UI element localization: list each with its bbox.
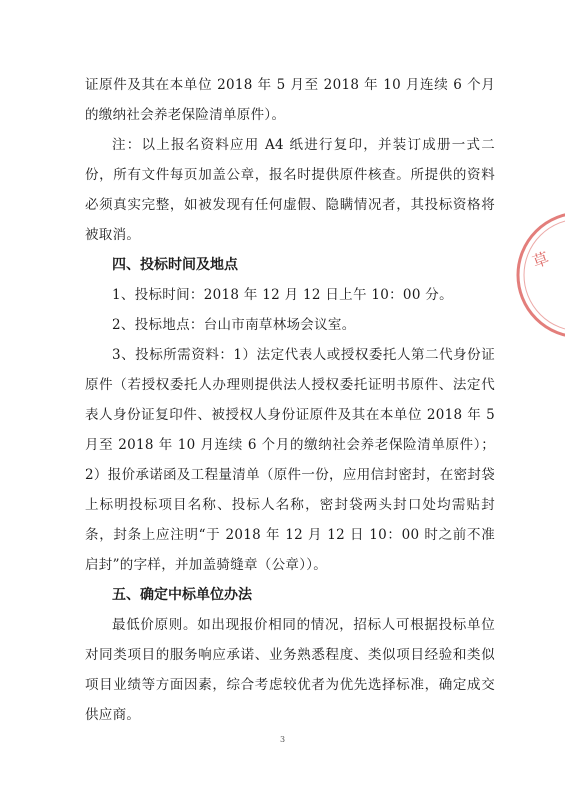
seal-inner-ring [524, 219, 565, 331]
section-heading-bid-time-location: 四、投标时间及地点 [112, 257, 238, 273]
paragraph-id-proof-continuation: 证原件及其在本单位 2018 年 5 月至 2018 年 10 月连续 6 个月的缴纳社会养老保险清单原件）。 [85, 77, 495, 123]
paragraph-lowest-price-principle: 最低价原则。如出现报价相同的情况，招标人可根据投标单位对同类项目的服务响应承诺、业务熟悉程度、类似项目经验和类似项目业绩等方面因素，综合考虑较优者为优先选择标准，确定成交供应商。 [85, 617, 495, 723]
paragraph-bid-location: 2、投标地点：台山市南草林场会议室。 [112, 317, 356, 333]
section-heading-winner-method: 五、确定中标单位办法 [112, 587, 252, 603]
paragraph-bid-time: 1、投标时间：2018 年 12 月 12 日上午 10：00 分。 [112, 287, 453, 303]
page-number: 3 [279, 735, 286, 744]
paragraph-note: 注：以上报名资料应用 A4 纸进行复印，并装订成册一式二份，所有文件每页加盖公章，报名时提供原件核查。所提供的资料必须真实完整，如被发现有任何虚假、隐瞒情况者，其投标资格将被取消。 [85, 137, 495, 243]
official-seal-stamp [515, 200, 565, 350]
seal-ring [518, 213, 565, 337]
paragraph-bid-materials: 3、投标所需资料：1）法定代表人或授权委托人第二代身份证原件（若授权委托人办理则提供法人授权委托证明书原件、法定代表人身份证复印件、被授权人身份证原件及其在本单位 2018 年 5 月至 2018 年 10 月连续 6 个月的缴纳社会养老保险清单原件）；2）报价承诺函及工程量清单（原件一份，应用信封密封，在密封袋上标明投标项目名称、投标人名称，密封袋两头封口处均需贴封条，封条上应注明“于 2018 年 12 月 12 日 10：00 时之前不准启封”的字样，并加盖骑缝章（公章））。 [85, 347, 495, 573]
seal-character: 草 [529, 248, 552, 272]
document-body [85, 70, 495, 730]
